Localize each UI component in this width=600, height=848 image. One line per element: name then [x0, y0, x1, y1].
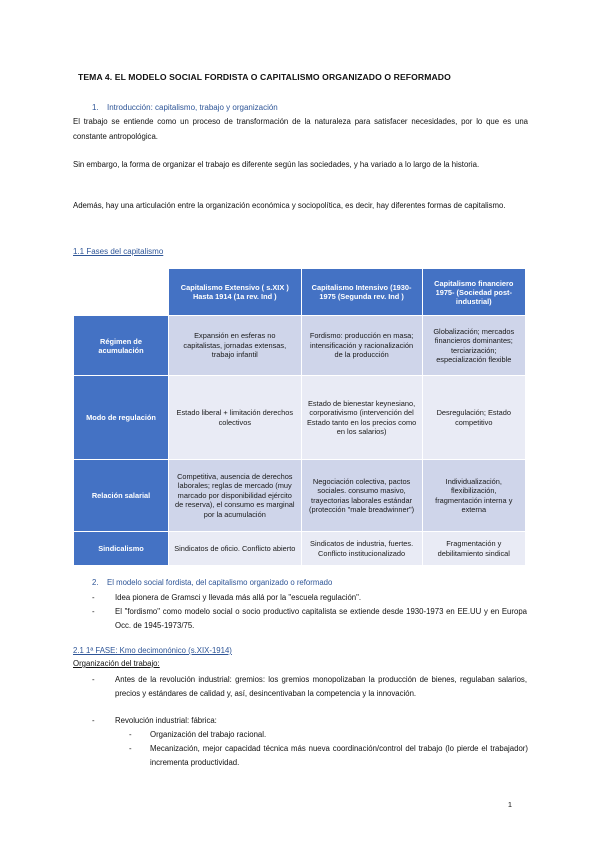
document-title: TEMA 4. EL MODELO SOCIAL FORDISTA O CAPITALISMO ORGANIZADO O REFORMADO [78, 72, 451, 82]
bullet-dash: - [92, 593, 95, 602]
phases-cell: Fragmentación y debilitamiento sindical [422, 532, 525, 566]
section-1-number: 1. [92, 103, 99, 112]
phases-cell: Negociación colectiva, pactos sociales. consumo masivo, trayectorias laborales estándar (protección "male breadwinner") [301, 460, 422, 532]
bullet-dash: - [92, 675, 95, 684]
intro-paragraph-3: Además, hay una articulación entre la organización económica y sociopolítica, es decir, hay diferentes formas de capitalismo. [73, 201, 506, 210]
phases-row-label: Sindicalismo [74, 532, 169, 566]
subbullet-text: Organización del trabajo racional. [150, 730, 267, 739]
bullet-text: Idea pionera de Gramsci y llevada más allá por la "escuela regulación". [115, 593, 362, 602]
phase-1-bullet-1 [78, 673, 528, 713]
phases-col-header-1: Capitalismo Extensivo ( s.XIX ) Hasta 1914 (1a rev. Ind ) [169, 269, 302, 316]
bullet-text: El "fordismo" como modelo social o socio productivo capitalista se extiende desde 1930-1973 en EE.UU y en Europa Occ. de 1945-1973/75. [115, 607, 527, 630]
intro-paragraph-2: Sin embargo, la forma de organizar el trabajo es diferente según las sociedades, y ha variado a lo largo de la historia. [73, 160, 480, 169]
bullet-dash: - [92, 716, 95, 725]
section-2-heading-text: El modelo social fordista, del capitalismo organizado o reformado [107, 578, 333, 587]
phases-table-header-row [74, 269, 526, 316]
section-2-heading [92, 578, 332, 587]
phases-cell: Desregulación; Estado competitivo [422, 376, 525, 460]
phases-col-header-2: Capitalismo Intensivo (1930-1975 (Segunda rev. Ind ) [301, 269, 422, 316]
bullet-dash: - [92, 607, 95, 616]
phases-cell: Individualización, flexibilización, fragmentación interna y externa [422, 460, 525, 532]
phase-1-bullet-2 [78, 714, 528, 728]
phases-row-sindicalismo [74, 532, 526, 566]
phases-cell: Expansión en esferas no capitalistas, jornadas extensas, trabajo infantil [169, 316, 302, 376]
phases-row-acumulacion [74, 316, 526, 376]
phases-row-salarial [74, 460, 526, 532]
subbullet-dash: - [129, 730, 132, 739]
section-1-heading-text: Introducción: capitalismo, trabajo y organización [107, 103, 278, 112]
phases-row-label: Relación salarial [74, 460, 169, 532]
section-2-number: 2. [92, 578, 99, 587]
organization-subheading: Organización del trabajo: [73, 659, 160, 668]
intro-paragraph-1: El trabajo se entiende como un proceso de transformación de la naturaleza para satisfacer necesidades, por lo que es una constante antropológica. [73, 117, 528, 141]
section-2-bullet-1 [78, 591, 528, 605]
subbullet-text: Mecanización, mejor capacidad técnica más nueva coordinación/control del trabajo (lo pierde el trabajador) incrementa productividad. [150, 744, 528, 767]
phases-cell: Fordismo: producción en masa; intensificación y racionalización de la producción [301, 316, 422, 376]
phases-cell: Competitiva, ausencia de derechos laborales; reglas de mercado (muy marcado por disponibilidad ejército de reserva), el consumo es marginal por la acumulación [169, 460, 302, 532]
phases-cell: Globalización; mercados financieros dominantes; terciarización; especialización flexible [422, 316, 525, 376]
bullet-text: Revolución industrial: fábrica: [115, 716, 217, 725]
phases-row-label: Modo de regulación [74, 376, 169, 460]
phases-cell: Estado de bienestar keynesiano, corporativismo (intervención del Estado tanto en los precios como en los salarios) [301, 376, 422, 460]
page-number: 1 [507, 800, 512, 809]
bullet-text: Antes de la revolución industrial: gremios: los gremios monopolizaban la producción de bienes, regulaban salarios, precios y estándares de calidad y, así, desincentivaban la competencia y la innovación. [115, 675, 527, 698]
section-1-heading [92, 103, 278, 112]
phases-table-corner [74, 269, 169, 316]
section-2-bullet-2 [78, 605, 528, 633]
phases-row-regulacion [74, 376, 526, 460]
phases-row-label: Régimen de acumulación [74, 316, 169, 376]
phases-cell: Sindicatos de industria, fuertes. Conflicto institucionalizado [301, 532, 422, 566]
phases-heading: 1.1 Fases del capitalismo [73, 247, 164, 256]
phase-1-subbullet-1 [78, 728, 528, 742]
phase-1-subbullet-2 [78, 742, 528, 770]
phases-table [73, 268, 526, 566]
subbullet-dash: - [129, 744, 132, 753]
phases-cell: Estado liberal + limitación derechos colectivos [169, 376, 302, 460]
phases-col-header-3: Capitalismo financiero 1975- (Sociedad post-industrial) [422, 269, 525, 316]
phases-cell: Sindicatos de oficio. Conflicto abierto [169, 532, 302, 566]
phase-1-heading: 2.1 1ª FASE: Kmo decimonónico (s.XIX-1914) [73, 646, 232, 655]
